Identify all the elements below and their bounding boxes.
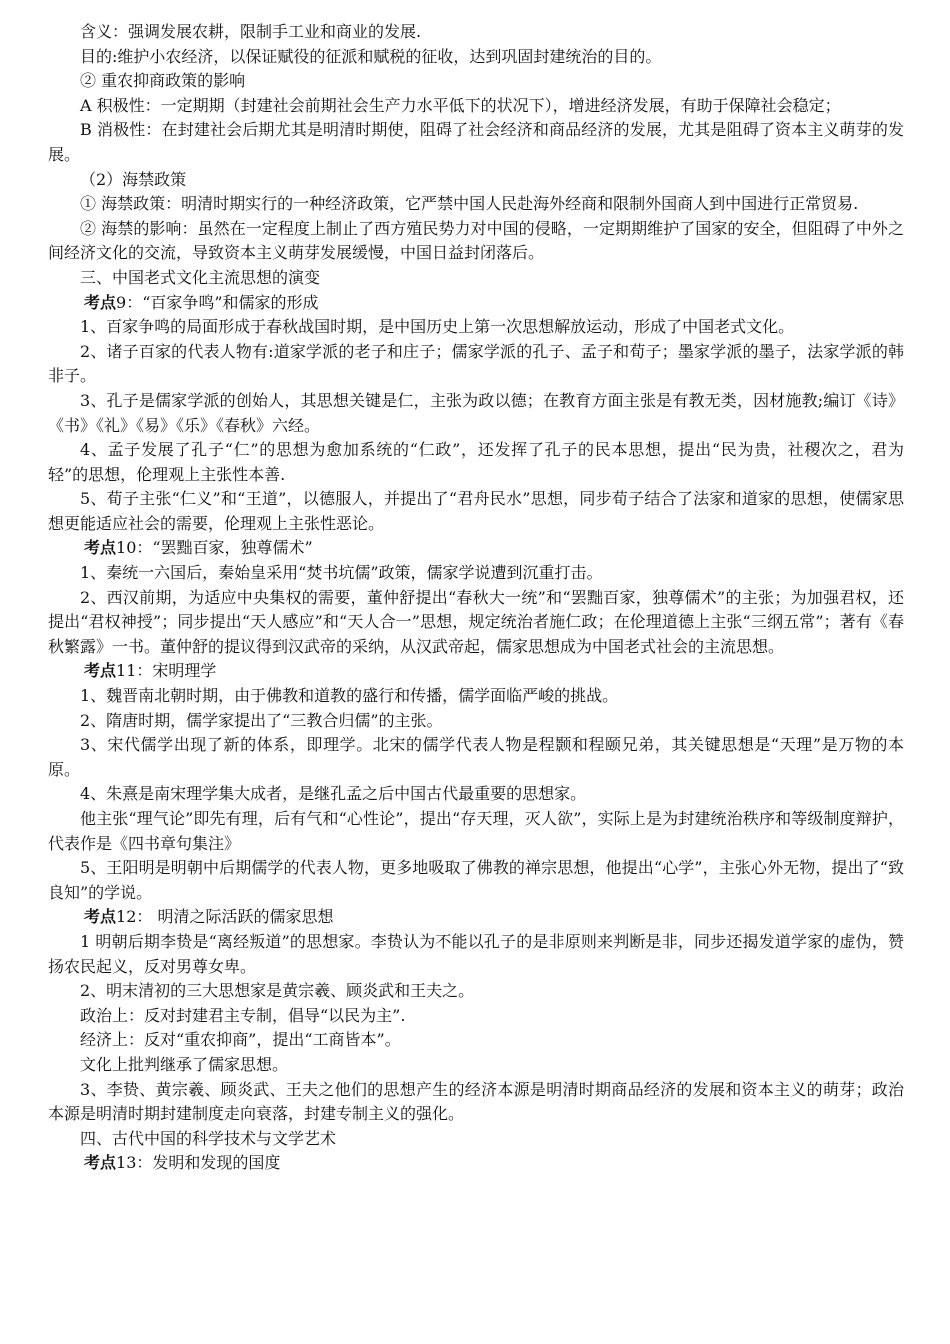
paragraph: 他主张“理气论”即先有理，后有气和“心性论”，提出“存天理，灭人欲”，实际上是为封建统治秩序和等级制度辩护，代表作是《四书章句集注》 <box>48 809 904 853</box>
paragraph: 1 明朝后期李贽是“离经叛道”的思想家。李贽认为不能以孔子的是非原则来判断是非，同步还揭发道学家的虚伪，赞扬农民起义，反对男尊女卑。 <box>48 931 904 976</box>
kaodian-label: 考点 <box>84 1153 117 1173</box>
kaodian-title: 12： 明清之际活跃的儒家思想 <box>116 907 334 927</box>
paragraph: B 消极性：在封建社会后期尤其是明清时期使，阻碍了社会经济和商品经济的发展，尤其是阻碍了资本主义萌芽的发展。 <box>48 120 904 164</box>
paragraph: 1、秦统一六国后，秦始皇采用“焚书坑儒”政策，儒家学说遭到沉重打击。 <box>80 563 603 583</box>
kaodian-10-heading <box>48 536 904 561</box>
paragraph: 3、孔子是儒家学派的创始人，其思想关键是仁，主张为政以德；在教育方面主张是有教无类，因材施教;编订《诗》《书》《礼》《易》《乐》《春秋》六经。 <box>48 390 904 435</box>
paragraph: 1、魏晋南北朝时期，由于佛教和道教的盛行和传播，儒学面临严峻的挑战。 <box>80 686 619 706</box>
kaodian-11-heading <box>48 659 904 684</box>
kaodian-title: 13：发明和发现的国度 <box>116 1153 281 1173</box>
paragraph: 经济上：反对“重农抑商”，提出“工商皆本”。 <box>80 1030 401 1050</box>
section-heading: 三、中国老式文化主流思想的演变 <box>80 267 321 287</box>
paragraph: ① 海禁政策：明清时期实行的一种经济政策，它严禁中国人民赴海外经商和限制外国商人到中国进行正常贸易. <box>80 194 859 214</box>
paragraph: ② 重农抑商政策的影响 <box>80 71 246 91</box>
paragraph: 文化上批判继承了儒家思想。 <box>80 1054 289 1074</box>
paragraph: 政治上：反对封建君主专制，倡导“以民为主”. <box>80 1005 406 1025</box>
paragraph: （2）海禁政策 <box>80 169 187 189</box>
kaodian-title: 11：宋明理学 <box>116 661 217 681</box>
kaodian-label: 考点 <box>84 538 117 558</box>
paragraph: 4、孟子发展了孔子“仁”的思想为愈加系统的“仁政”，还发挥了孔子的民本思想，提出“民为贵，社稷次之，君为轻”的思想，伦理观上主张性本善. <box>48 440 904 484</box>
section-heading: 四、古代中国的科学技术与文学艺术 <box>80 1128 337 1148</box>
paragraph: 2、明末清初的三大思想家是黄宗羲、顾炎武和王夫之。 <box>80 981 475 1001</box>
paragraph: 3、李贽、黄宗羲、顾炎武、王夫之他们的思想产生的经济本源是明清时期商品经济的发展和资本主义的萌芽；政治本源是明清时期封建制度走向衰落，封建专制主义的强化。 <box>48 1079 904 1124</box>
paragraph: ② 海禁的影响：虽然在一定程度上制止了西方殖民势力对中国的侵略，一定期期维护了国家的安全，但阻碍了中外之间经济文化的交流，导致资本主义萌芽发展缓慢，中国日益封闭落后。 <box>48 218 904 263</box>
paragraph: 2、诸子百家的代表人物有:道家学派的老子和庄子；儒家学派的孔子、孟子和荀子；墨家学派的墨子，法家学派的韩非子。 <box>48 341 904 386</box>
kaodian-13-heading <box>48 1151 904 1176</box>
kaodian-title: 10：“罢黜百家，独尊儒术” <box>116 538 313 558</box>
kaodian-9-heading <box>48 291 904 316</box>
kaodian-12-heading <box>48 905 904 930</box>
paragraph: 5、荀子主张“仁义”和“王道”，以德服人，并提出了“君舟民水”思想，同步荀子结合了法家和道家的思想，使儒家思想更能适应社会的需要，伦理观上主张性恶论。 <box>48 489 904 533</box>
paragraph: A 积极性：一定期期（封建社会前期社会生产力水平低下的状况下），增进经济发展，有助于保障社会稳定； <box>80 95 841 115</box>
paragraph: 5、王阳明是明朝中后期儒学的代表人物，更多地吸取了佛教的禅宗思想，他提出“心学”，主张心外无物，提出了“致良知”的学说。 <box>48 858 904 902</box>
paragraph: 3、宋代儒学出现了新的体系，即理学。北宋的儒学代表人物是程颢和程颐兄弟，其关键思想是“天理”是万物的本原。 <box>48 735 904 779</box>
kaodian-label: 考点 <box>84 907 117 927</box>
kaodian-label: 考点 <box>84 661 117 681</box>
paragraph: 目的:维护小农经济，以保证赋役的征派和赋税的征收，达到巩固封建统治的目的。 <box>80 46 662 66</box>
paragraph: 4、朱熹是南宋理学集大成者，是继孔孟之后中国古代最重要的思想家。 <box>80 784 587 804</box>
paragraph: 2、西汉前期，为适应中央集权的需要，董仲舒提出“春秋大一统”和“罢黜百家，独尊儒术”的主张；为加强君权，还提出“君权神授”；同步提出“天人感应”和“天人合一”思想，规定统治者施仁政；在伦理道德上主张“三纲五常”；著有《春秋繁露》一书。董仲舒的提议得到汉武帝的采纳，从汉武帝起，儒家思想成为中国老式社会的主流思想。 <box>48 587 904 656</box>
kaodian-title: 9：“百家争鸣”和儒家的形成 <box>116 292 319 312</box>
paragraph: 2、隋唐时期，儒学家提出了“三教合归儒”的主张。 <box>80 710 443 730</box>
paragraph: 1、百家争鸣的局面形成于春秋战国时期，是中国历史上第一次思想解放运动，形成了中国老式文化。 <box>80 317 795 337</box>
kaodian-label: 考点 <box>84 292 117 312</box>
paragraph: 含义：强调发展农耕，限制手工业和商业的发展. <box>80 22 422 41</box>
